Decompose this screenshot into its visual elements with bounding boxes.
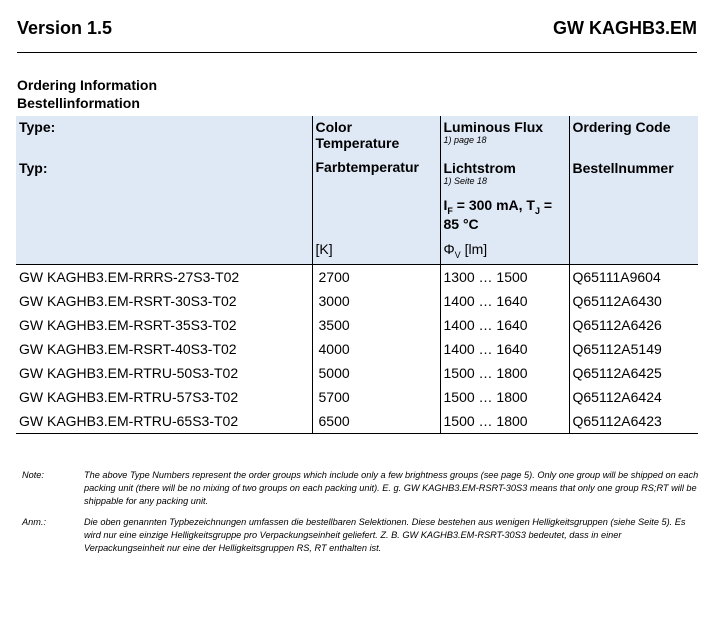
cell-colortemp: 5000	[312, 361, 440, 385]
anm-text: Die oben genannten Typbezeichnungen umfassen die bestellbaren Selektionen. Diese bestehen aus wenigen Helligkeitsgruppen (siehe Seite 5). Es wird nur eine einzige Helligkeitsgruppe pro Verpackungseinheit geliefert. Z. B. GW KAGHB3.EM-RSRT-30S3 bedeutet, dass in einer Verpackungseinheit nur eine der Helligkeitsgruppen RS, RT enthalten ist.	[84, 517, 686, 553]
cond-i: I	[443, 197, 448, 213]
header-colortemp-en-1: Color	[315, 119, 353, 135]
cell-colortemp: 6500	[312, 409, 440, 434]
header-colortemp-de: Farbtemperatur	[315, 159, 419, 175]
cell-flux: 1400 … 1640	[440, 289, 569, 313]
cell-type: GW KAGHB3.EM-RSRT-30S3-T02	[19, 292, 237, 309]
table-row	[16, 385, 698, 409]
table-row	[16, 361, 698, 385]
cell-code: Q65112A6430	[569, 289, 698, 313]
cell-type: GW KAGHB3.EM-RRRS-27S3-T02	[19, 268, 240, 285]
header-type-de: Typ:	[19, 160, 48, 176]
header-code-en: Ordering Code	[572, 119, 671, 135]
cond-sub-j: J	[534, 205, 540, 216]
note-block-en	[22, 469, 702, 511]
note-text: The above Type Numbers represent the order groups which include only a few brightness groups (see page 5). Only one group will be shipped on each packing unit (there will be no mixing of two groups on each packing unit). E. g. GW KAGHB3.EM-RSRT-30S3 means that only one group RS;RT will be shippable for any packing unit.	[84, 470, 699, 506]
header-type-en: Type:	[19, 119, 56, 135]
unit-type	[16, 238, 312, 264]
flux-unit: [lm]	[460, 240, 488, 257]
table-unit-row	[16, 238, 698, 264]
header-flux-de-ref: 1) Seite 18	[443, 176, 488, 186]
note-block-de	[22, 516, 702, 558]
header-colortemp-en-2: Temperature	[315, 135, 400, 151]
table-row	[16, 264, 698, 289]
page-header	[17, 18, 697, 53]
header-color-temperature	[312, 116, 440, 238]
cell-type: GW KAGHB3.EM-RTRU-57S3-T02	[19, 388, 239, 405]
table-row	[16, 313, 698, 337]
table-row	[16, 289, 698, 313]
cell-flux: 1400 … 1640	[440, 313, 569, 337]
cell-code: Q65112A5149	[569, 337, 698, 361]
cond-eq: =	[540, 197, 553, 213]
unit-code	[569, 238, 698, 264]
cell-colortemp: 5700	[312, 385, 440, 409]
header-luminous-flux	[440, 116, 569, 238]
cell-type: GW KAGHB3.EM-RTRU-65S3-T02	[16, 409, 312, 434]
product-name: GW KAGHB3.EM	[553, 18, 697, 38]
section-title-de: Bestellinformation	[17, 95, 140, 111]
table-row	[16, 409, 698, 434]
unit-colortemp: [K]	[312, 238, 440, 264]
cell-flux: 1400 … 1640	[440, 337, 569, 361]
cond-sub-f: F	[447, 205, 453, 216]
cell-flux: 1300 … 1500	[440, 264, 569, 289]
cell-colortemp: 3000	[312, 289, 440, 313]
cond-mid: = 300 mA, T	[452, 197, 535, 213]
cell-flux: 1500 … 1800	[440, 361, 569, 385]
cell-code: Q65112A6426	[569, 313, 698, 337]
cell-colortemp: 2700	[312, 264, 440, 289]
flux-symbol: Φ	[443, 240, 455, 257]
ordering-table	[16, 116, 698, 434]
header-code-de: Bestellnummer	[572, 160, 674, 176]
note-label: Note:	[22, 470, 44, 480]
cell-colortemp: 3500	[312, 313, 440, 337]
unit-flux	[440, 238, 569, 264]
anm-label: Anm.:	[22, 517, 46, 527]
cell-type: GW KAGHB3.EM-RTRU-50S3-T02	[19, 364, 239, 381]
cell-code: Q65111A9604	[569, 264, 698, 289]
cell-flux: 1500 … 1800	[440, 409, 569, 434]
header-type	[16, 116, 312, 238]
cell-code: Q65112A6425	[569, 361, 698, 385]
table-row	[16, 337, 698, 361]
cell-code: Q65112A6423	[569, 409, 698, 434]
version-label: Version 1.5	[17, 18, 113, 38]
header-flux-condition	[444, 197, 566, 216]
cell-flux: 1500 … 1800	[440, 385, 569, 409]
flux-symbol-sub: V	[454, 249, 461, 260]
header-flux-en-ref: 1) page 18	[443, 135, 487, 145]
cell-type: GW KAGHB3.EM-RSRT-40S3-T02	[19, 340, 237, 357]
header-flux-en: Luminous Flux	[443, 119, 544, 135]
header-ordering-code	[569, 116, 698, 238]
header-flux-de: Lichtstrom	[443, 160, 516, 176]
cell-code: Q65112A6424	[569, 385, 698, 409]
cell-type: GW KAGHB3.EM-RSRT-35S3-T02	[19, 316, 237, 333]
section-title-en: Ordering Information	[17, 77, 157, 93]
table-header-row	[16, 116, 698, 238]
cell-colortemp: 4000	[312, 337, 440, 361]
header-flux-condition-temp: 85 °C	[443, 215, 479, 232]
